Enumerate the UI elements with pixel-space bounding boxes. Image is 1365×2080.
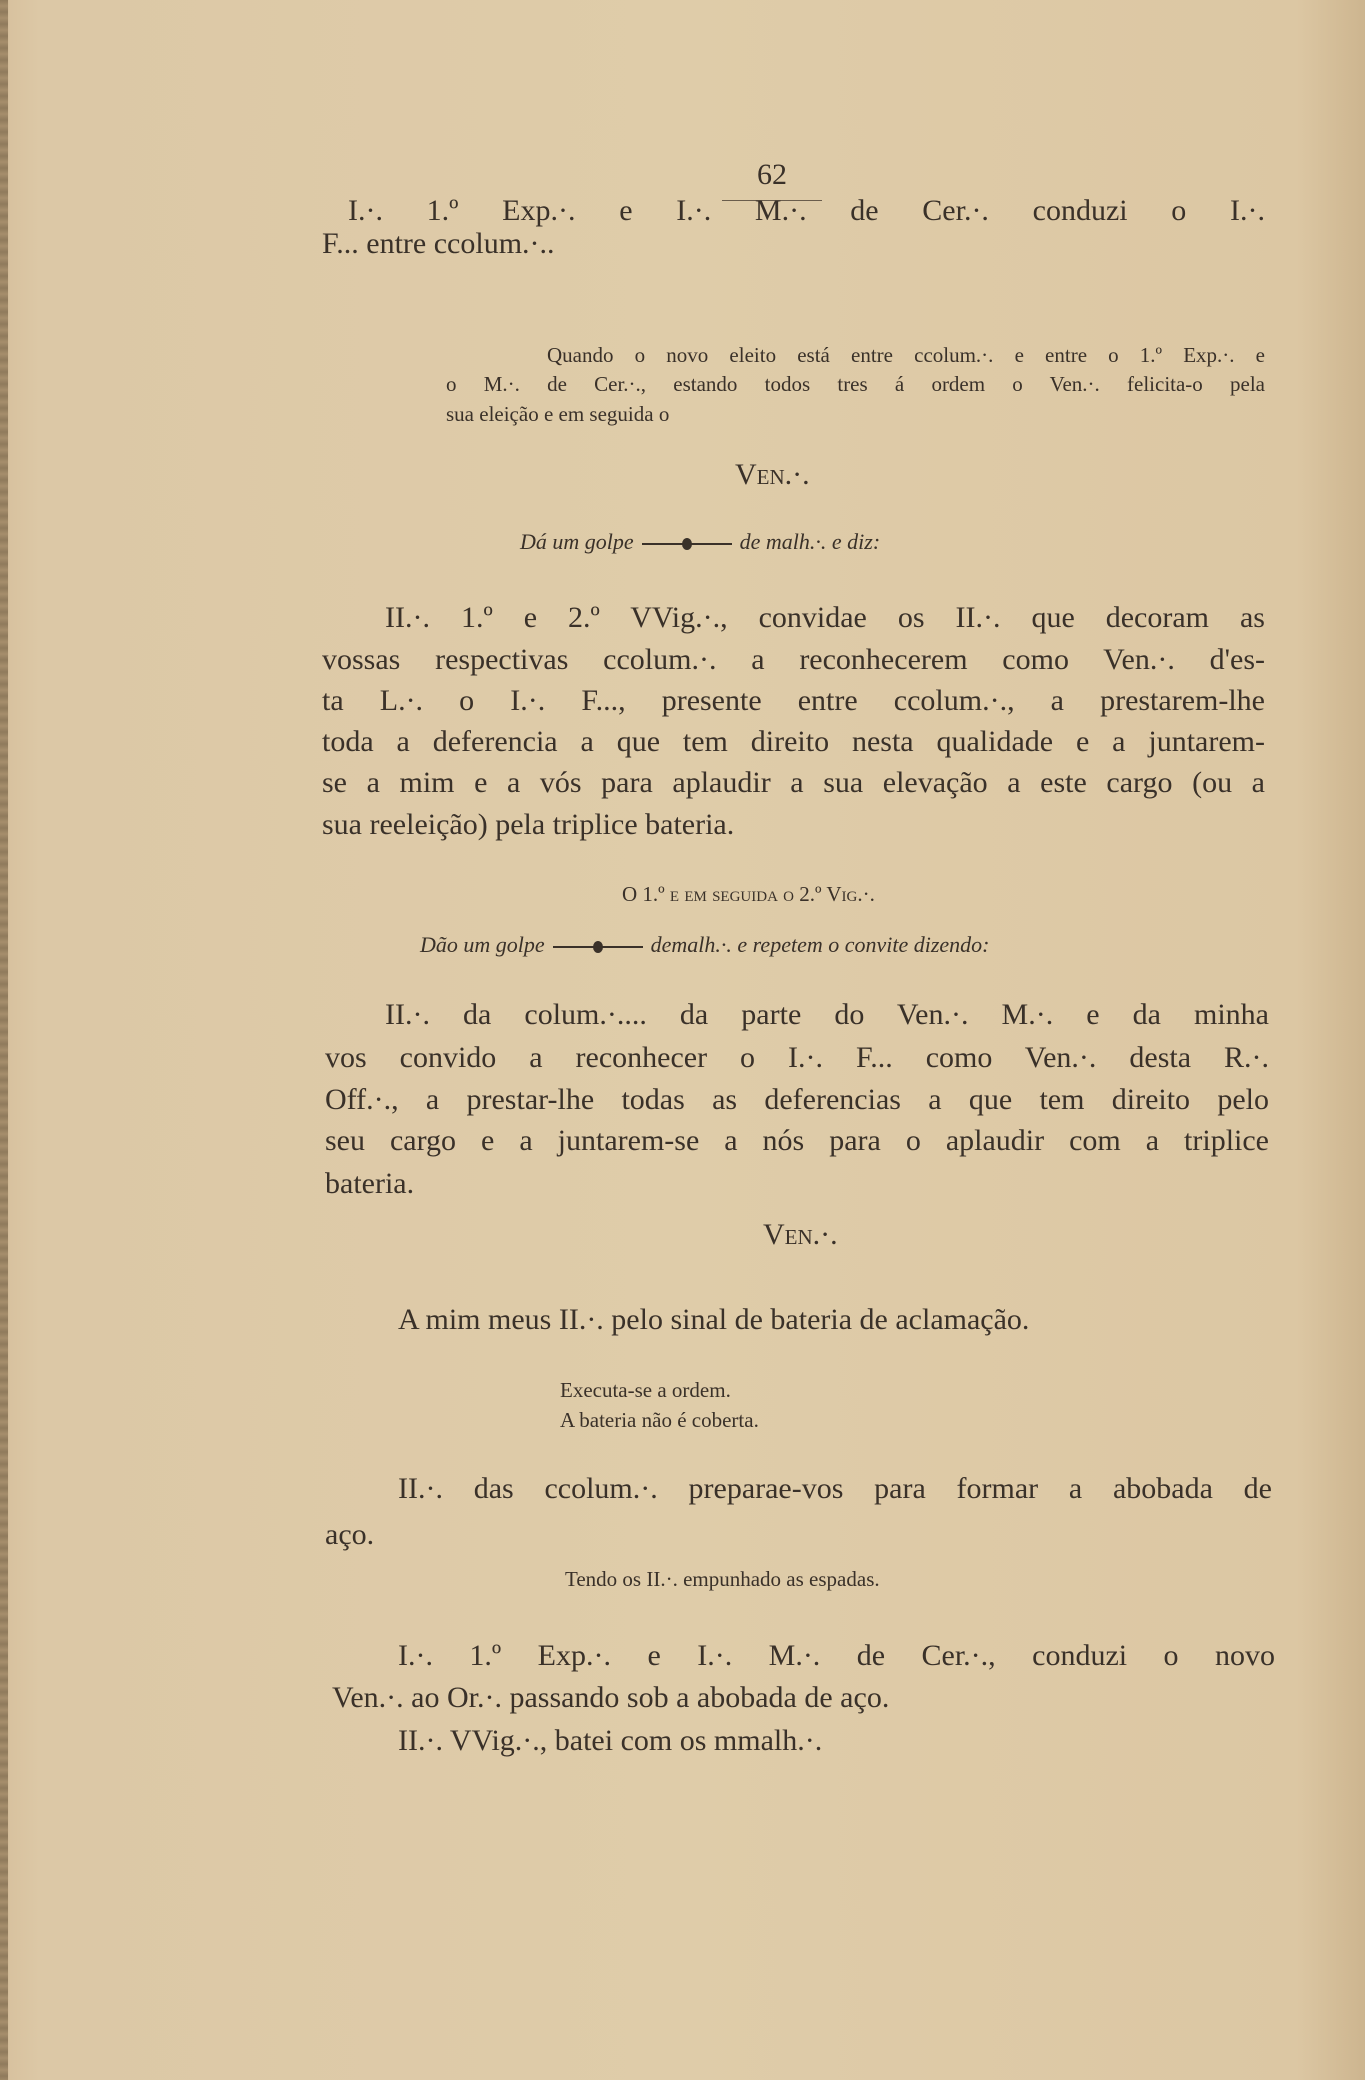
p3-line: II.·. da colum.·.... da parte do Ven.·. M.·. e da minha	[385, 998, 1269, 1031]
note1-line: sua eleição e em seguida o	[446, 402, 670, 426]
gavel-rule-icon	[553, 946, 643, 948]
p1-line: I.·. 1.º Exp.·. e I.·. M.·. de Cer.·. conduzi o I.·.	[348, 194, 1265, 227]
gavel-rule-icon	[642, 543, 732, 545]
speaker-ven: Ven.·.	[763, 1218, 838, 1251]
speaker-ven: Ven.·.	[735, 458, 810, 491]
p2-line: ta L.·. o I.·. F..., presente entre ccolum.·., a prestarem-lhe	[322, 684, 1265, 717]
p2-line: II.·. 1.º e 2.º VVig.·., convidae os II.·. que decoram as	[385, 601, 1265, 634]
note1-line: o M.·. de Cer.·., estando todos tres á ordem o Ven.·. felicita-o pela	[446, 372, 1265, 396]
p1-line: F... entre ccolum.·..	[322, 227, 555, 260]
p5-line: II.·. das ccolum.·. preparae-vos para formar a abobada de	[398, 1472, 1272, 1505]
stage-text: Dá um golpe	[520, 529, 634, 554]
stage-text: de malh.·. e diz:	[739, 529, 881, 554]
p3-line: vos convido a reconhecer o I.·. F... como Ven.·. desta R.·.	[325, 1041, 1269, 1074]
stage-text: demalh.·. e repetem o convite dizendo:	[650, 932, 990, 957]
p6-line: Ven.·. ao Or.·. passando sob a abobada de aço.	[332, 1681, 890, 1714]
p5-line: aço.	[325, 1518, 375, 1551]
stage-text: Dão um golpe	[420, 932, 545, 957]
p6-line: II.·. VVig.·., batei com os mmalh.·.	[398, 1724, 823, 1757]
page-edge	[0, 0, 8, 2080]
page-number: 62	[722, 160, 822, 201]
p3-line: seu cargo e a juntarem-se a nós para o aplaudir com a triplice	[325, 1124, 1269, 1157]
note3-line: Tendo os II.·. empunhado as espadas.	[565, 1567, 880, 1591]
p2-line: vossas respectivas ccolum.·. a reconhecerem como Ven.·. d'es-	[322, 643, 1265, 676]
p3-line: Off.·., a prestar-lhe todas as deferencias a que tem direito pelo	[325, 1083, 1269, 1116]
note2-line: Executa-se a ordem.	[560, 1378, 731, 1402]
stage-direction-2	[420, 934, 990, 956]
p3-line: bateria.	[325, 1167, 415, 1200]
note1-line: Quando o novo eleito está entre ccolum.·. e entre o 1.º Exp.·. e	[547, 343, 1265, 367]
p2-line: se a mim e a vós para aplaudir a sua elevação a este cargo (ou a	[322, 766, 1265, 799]
speaker-vig: O 1.º e em seguida o 2.º Vig.·.	[622, 882, 875, 906]
stage-direction-1	[520, 531, 880, 553]
p2-line: sua reeleição) pela triplice bateria.	[322, 808, 735, 841]
note2-line: A bateria não é coberta.	[560, 1408, 759, 1432]
p4-line: A mim meus II.·. pelo sinal de bateria de aclamação.	[398, 1303, 1030, 1336]
p6-line: I.·. 1.º Exp.·. e I.·. M.·. de Cer.·., conduzi o novo	[398, 1639, 1275, 1672]
p2-line: toda a deferencia a que tem direito nesta qualidade e a juntarem-	[322, 725, 1265, 758]
